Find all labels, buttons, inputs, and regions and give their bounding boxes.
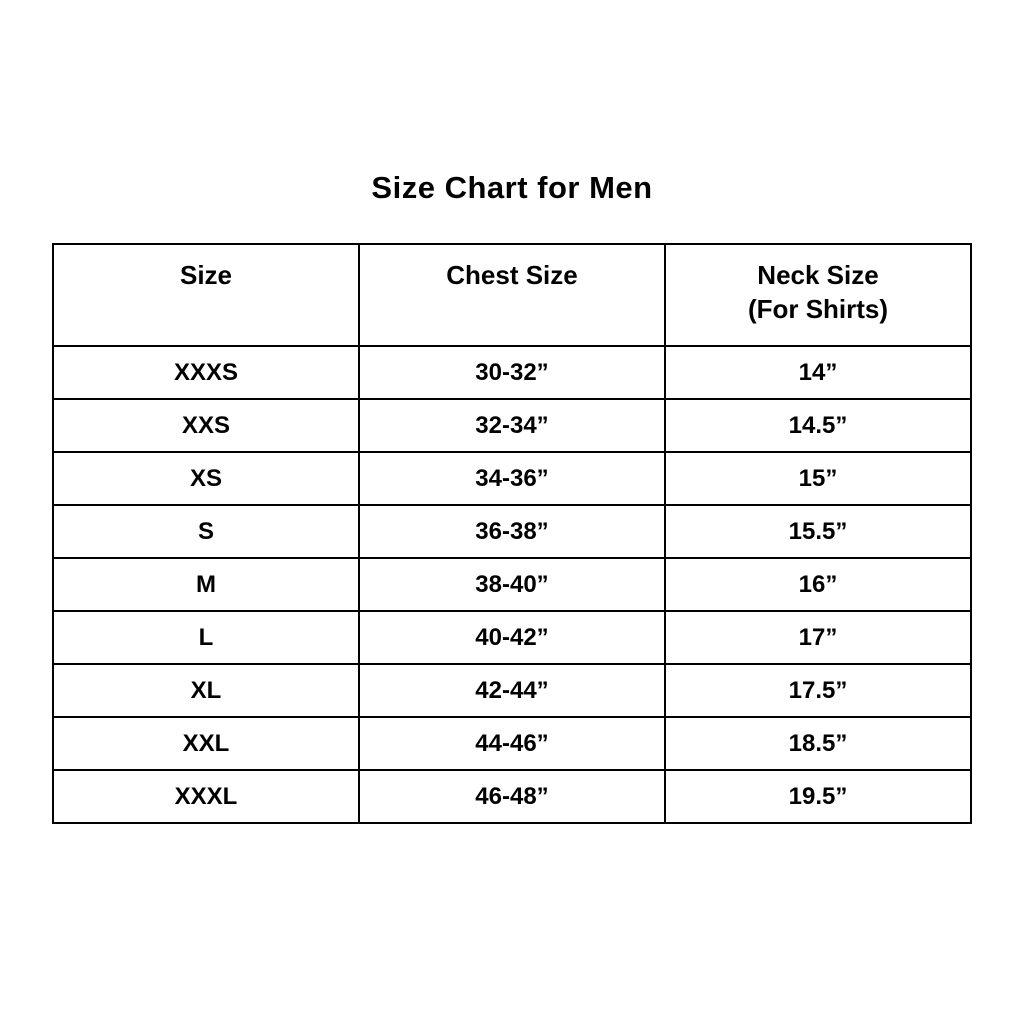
neck-cell: 15.5” <box>665 505 971 558</box>
header-size <box>53 244 359 346</box>
neck-cell: 17” <box>665 611 971 664</box>
chest-cell: 36-38” <box>359 505 665 558</box>
chest-cell: 32-34” <box>359 399 665 452</box>
header-neck-sublabel: (For Shirts) <box>747 294 889 324</box>
page-title: Size Chart for Men <box>371 170 653 205</box>
size-cell: M <box>53 558 359 611</box>
neck-cell: 16” <box>665 558 971 611</box>
header-chest <box>359 244 665 346</box>
chest-cell: 40-42” <box>359 611 665 664</box>
table-row <box>53 717 971 770</box>
neck-cell: 14” <box>665 346 971 399</box>
size-chart-table <box>52 243 972 824</box>
neck-cell: 15” <box>665 452 971 505</box>
table-row <box>53 452 971 505</box>
size-cell: XS <box>53 452 359 505</box>
table-row <box>53 399 971 452</box>
table-row <box>53 505 971 558</box>
table-row <box>53 558 971 611</box>
table-row <box>53 346 971 399</box>
neck-cell: 19.5” <box>665 770 971 823</box>
chest-cell: 38-40” <box>359 558 665 611</box>
chest-cell: 42-44” <box>359 664 665 717</box>
neck-cell: 17.5” <box>665 664 971 717</box>
chest-cell: 30-32” <box>359 346 665 399</box>
table-row <box>53 770 971 823</box>
header-chest-label: Chest Size <box>446 260 578 290</box>
header-neck-label: Neck Size <box>757 260 879 290</box>
table-body <box>53 346 971 823</box>
chest-cell: 34-36” <box>359 452 665 505</box>
size-cell: XXXS <box>53 346 359 399</box>
table-row <box>53 611 971 664</box>
header-neck <box>665 244 971 346</box>
header-row <box>53 244 971 346</box>
header-size-label: Size <box>179 260 233 290</box>
size-cell: XXS <box>53 399 359 452</box>
size-cell: XXL <box>53 717 359 770</box>
size-cell: XL <box>53 664 359 717</box>
chest-cell: 44-46” <box>359 717 665 770</box>
size-cell: S <box>53 505 359 558</box>
table-row <box>53 664 971 717</box>
table-header <box>53 244 971 346</box>
neck-cell: 18.5” <box>665 717 971 770</box>
neck-cell: 14.5” <box>665 399 971 452</box>
size-cell: L <box>53 611 359 664</box>
size-cell: XXXL <box>53 770 359 823</box>
chest-cell: 46-48” <box>359 770 665 823</box>
